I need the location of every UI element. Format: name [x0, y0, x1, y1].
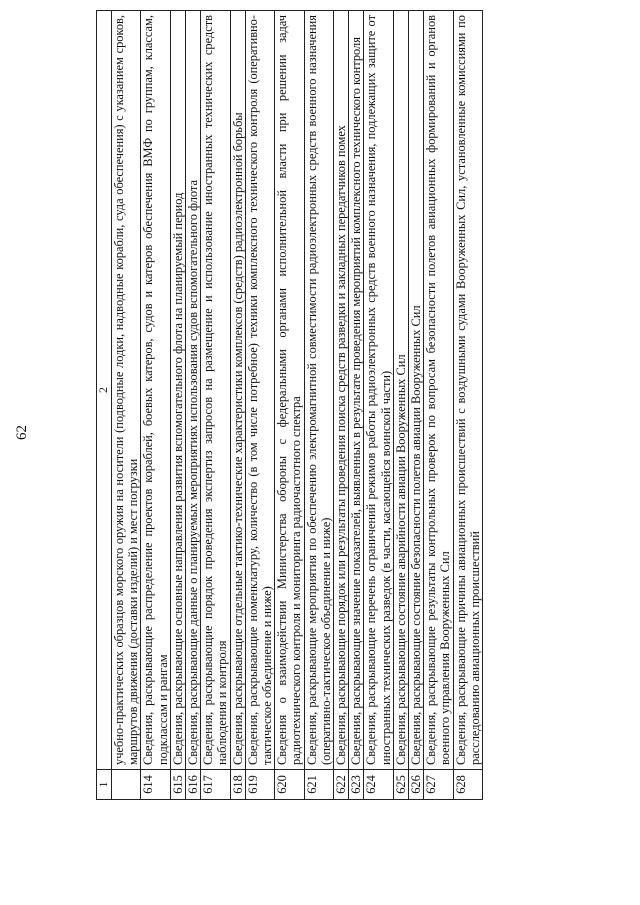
- row-description: Сведения, раскрывающие результаты контрольных проверок по вопросам безопасности полетов авиационных формирований и органов военного управления Вооруженных Сил: [424, 11, 453, 770]
- table-row: [201, 11, 230, 800]
- row-description: Сведения, раскрывающие основные направления развития вспомогательного флота на планируемый период: [170, 11, 185, 770]
- row-number: 614: [141, 770, 170, 800]
- row-description: учебно-практических образцов морского оружия на носители (подводные лодки, надводные корабли, суда обеспечения) с указанием сроков, маршрутов движения (доставки изделий) и мест погрузки: [112, 11, 141, 770]
- row-description: Сведения, раскрывающие порядок проведения экспертиз запросов на размещение и использование иностранных технических средств наблюдения и контроля: [201, 11, 230, 770]
- table-row: [409, 11, 424, 800]
- row-number: 627: [424, 770, 453, 800]
- row-number: 625: [393, 770, 408, 800]
- row-number: 618: [230, 770, 245, 800]
- table-row: [393, 11, 408, 800]
- row-description: Сведения, раскрывающие данные о планируемых мероприятиях использования судов вспомогательного флота: [186, 11, 201, 770]
- column-header-description: 2: [97, 11, 112, 770]
- column-header-number: 1: [97, 770, 112, 800]
- row-description: Сведения, раскрывающие причины авиационных происшествий с воздушными судами Вооруженных Сил, установленные комиссиями по расследованию авиационных происшествий: [453, 11, 482, 770]
- row-number: [112, 770, 141, 800]
- table-row: [186, 11, 201, 800]
- row-description: Сведения, раскрывающие состояние аварийности авиации Вооруженных Сил: [393, 11, 408, 770]
- row-number: 620: [275, 770, 304, 800]
- table-row: [453, 11, 482, 800]
- row-number: 622: [334, 770, 349, 800]
- row-description: Сведения, раскрывающие перечень ограничений режимов работы радиоэлектронных средств военного назначения, подлежащих защите от иностранных технических разведок (в части, касающейся воинской части): [364, 11, 393, 770]
- row-number: 624: [364, 770, 393, 800]
- row-description: Сведения, раскрывающие отдельные тактико-технические характеристики комплексов (средств) радиоэлектронной борьбы: [230, 11, 245, 770]
- row-description: Сведения, раскрывающие распределение проектов кораблей, боевых катеров, судов и катеров обеспечения ВМФ по группам, классам, подклассам и рангам: [141, 11, 170, 770]
- row-description: Сведения, раскрывающие порядок или результаты проведения поиска средств разведки и закладных передатчиков помех: [334, 11, 349, 770]
- row-number: 616: [186, 770, 201, 800]
- table-row: [141, 11, 170, 800]
- row-description: Сведения, раскрывающие номенклатуру, количество (в том числе потребное) техники комплексного технического контроля (оперативно-тактическое объединение и ниже): [245, 11, 274, 770]
- row-number: 626: [409, 770, 424, 800]
- rotated-table-container: [96, 10, 594, 800]
- table-row: [424, 11, 453, 800]
- row-description: Сведения о взаимодействии Министерства обороны с федеральными органами исполнительной власти при решении задач радиотехнического контроля и мониторинга радиочастотного спектра: [275, 11, 304, 770]
- row-description: Сведения, раскрывающие состояние безопасности полетов авиации Вооруженных Сил: [409, 11, 424, 770]
- row-description: Сведения, раскрывающие значение показателей, выявленных в результате проведения мероприятий комплексного технического контроля: [349, 11, 364, 770]
- table-row: [334, 11, 349, 800]
- header-row: [97, 11, 112, 800]
- row-number: 615: [170, 770, 185, 800]
- table-row: [304, 11, 333, 800]
- row-number: 621: [304, 770, 333, 800]
- document-table: [96, 10, 483, 800]
- row-number: 617: [201, 770, 230, 800]
- table-row: [275, 11, 304, 800]
- table-row: [112, 11, 141, 800]
- table-row: [170, 11, 185, 800]
- row-number: 628: [453, 770, 482, 800]
- row-number: 619: [245, 770, 274, 800]
- row-description: Сведения, раскрывающие мероприятия по обеспечению электромагнитной совместимости радиоэлектронных средств военного назначения (оперативно-тактическое объединение и ниже): [304, 11, 333, 770]
- table-row: [349, 11, 364, 800]
- page-number: 62: [14, 425, 30, 440]
- table-row: [364, 11, 393, 800]
- table-row: [230, 11, 245, 800]
- row-number: 623: [349, 770, 364, 800]
- table-row: [245, 11, 274, 800]
- table-body: [112, 11, 483, 800]
